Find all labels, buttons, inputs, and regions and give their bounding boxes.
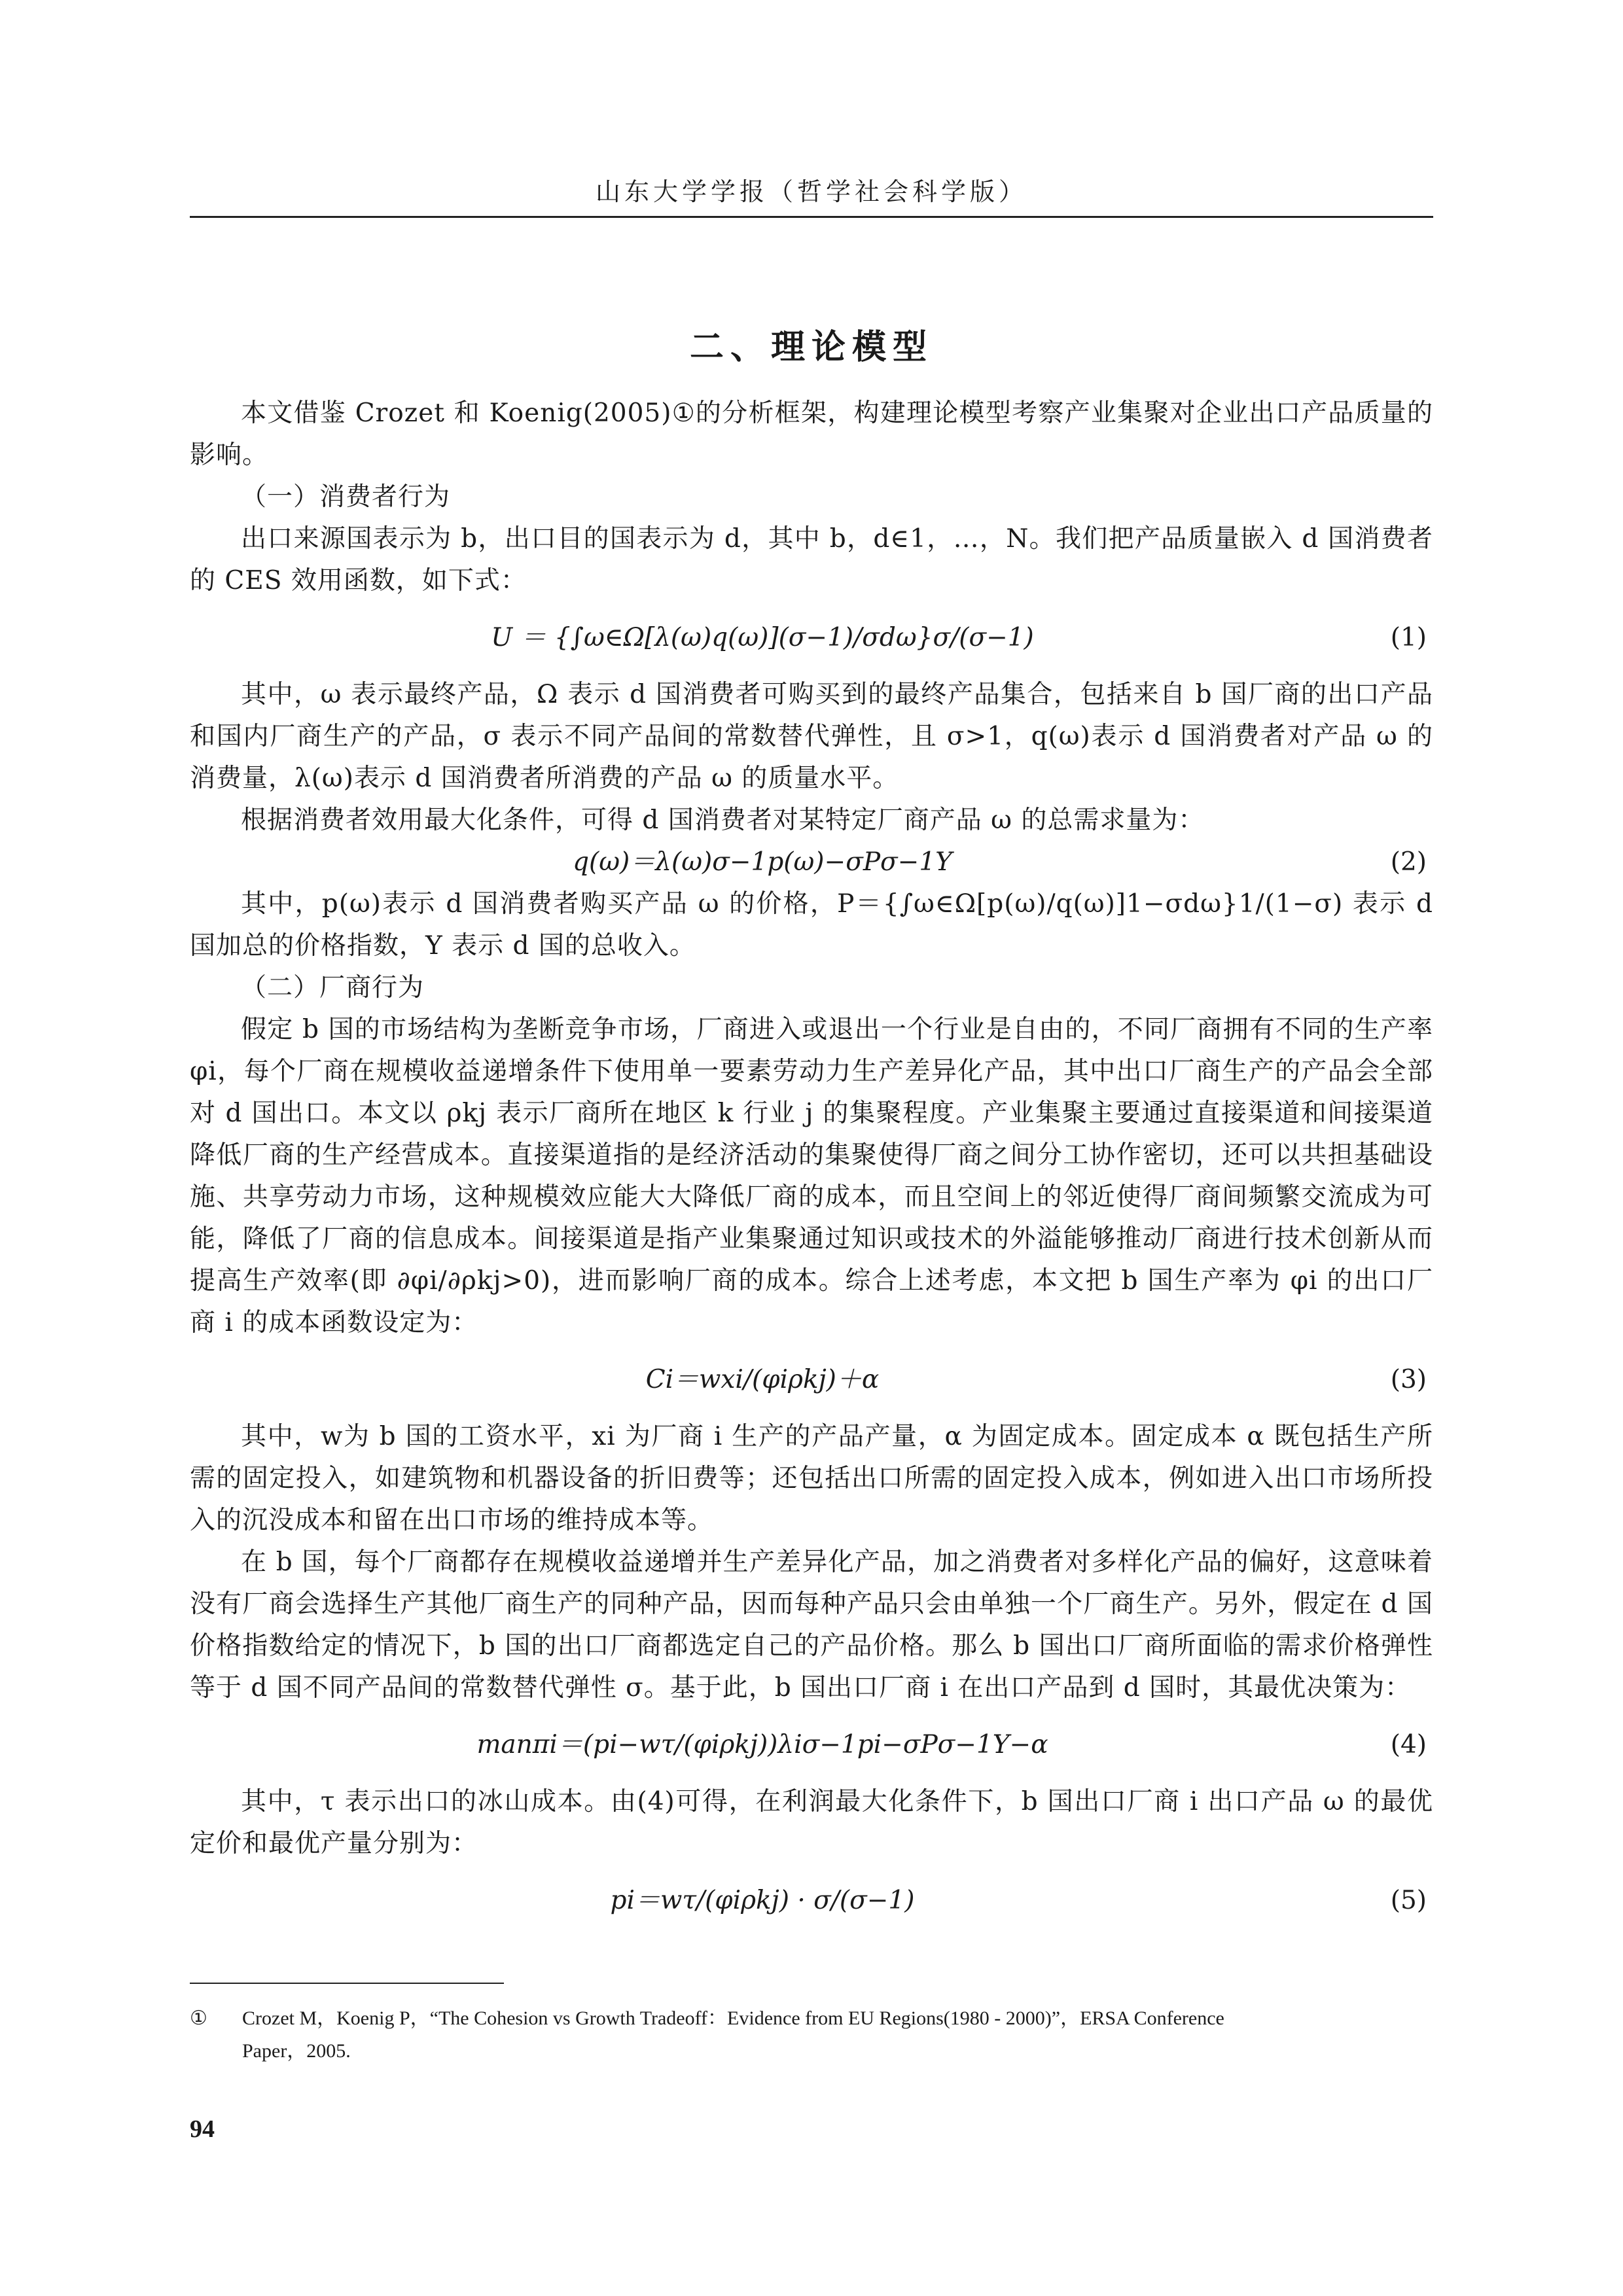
consumer-paragraph-1: 出口来源国表示为 b，出口目的国表示为 d，其中 b，d∈1，…，N。我们把产品质量嵌入 d 国消费者的 CES 效用函数，如下式： [190,524,1433,595]
consumer-paragraph-3: 根据消费者效用最大化条件，可得 d 国消费者对某特定厂商产品 ω 的总需求量为： [241,805,1205,835]
running-header: 山东大学学报（哲学社会科学版） [595,177,1027,206]
equation-3-formula: Ci＝wxi/(φiρkj)＋α [645,1365,880,1394]
footnote-line-1 [190,2002,1433,2035]
article-body [190,393,1433,1937]
firm-heading: （二）厂商行为 [241,973,425,1002]
equation-2-formula: q(ω)＝λ(ω)σ−1p(ω)−σPσ−1Y [573,847,952,877]
header-rule [190,216,1433,218]
footnote-line-2: Paper，2005. [242,2040,351,2062]
footnote [190,2002,1433,2068]
equation-1-formula: U ＝ {∫ω∈Ω[λ(ω)q(ω)](σ−1)/σdω}σ/(σ−1) [491,623,1034,652]
equation-5-number: (5) [1390,1886,1427,1915]
equation-5-formula: pi＝wτ/(φiρkj) · σ/(σ−1) [610,1886,915,1915]
firm-paragraph-1: 假定 b 国的市场结构为垄断竞争市场，厂商进入或退出一个行业是自由的，不同厂商拥有不同的生产率 φi，每个厂商在规模收益递增条件下使用单一要素劳动力生产差异化产品，其中出口厂商生产的产品会全部对 d 国出口。本文以 ρkj 表示厂商所在地区 k 行业 j 的集聚程度。产业集聚主要通过直接渠道和间接渠道降低厂商的生产经营成本。直接渠道指的是经济活动的集聚使得厂商之间分工协作密切，还可以共担基础设施、共享劳动力市场，这种规模效应能大大降低厂商的成本，而且空间上的邻近使得厂商间频繁交流成为可能，降低了厂商的信息成本。间接渠道是指产业集聚通过知识或技术的外溢能够推动厂商进行技术创新从而提高生产效率(即 ∂φi/∂ρkj>0)，进而影响厂商的成本。综合上述考虑，本文把 b 国生产率为 φi 的出口厂商 i 的成本函数设定为： [190,1015,1433,1337]
section-title: 二、理论模型 [689,327,933,367]
equation-4 [190,1709,1433,1781]
consumer-paragraph-4: 其中，p(ω)表示 d 国消费者购买产品 ω 的价格，P＝{∫ω∈Ω[p(ω)/q(ω)]1−σdω}1/(1−σ) 表示 d 国加总的价格指数，Y 表示 d 国的总收入。 [190,889,1433,961]
equation-2 [190,841,1433,883]
footnote-mark: ① [190,2007,207,2029]
consumer-paragraph-2: 其中，ω 表示最终产品，Ω 表示 d 国消费者可购买到的最终产品集合，包括来自 b 国厂商的出口产品和国内厂商生产的产品，σ 表示不同产品间的常数替代弹性，且 σ>1，q(ω)表示 d 国消费者对产品 ω 的消费量，λ(ω)表示 d 国消费者所消费的产品 ω 的质量水平。 [190,680,1433,793]
firm-paragraph-3: 在 b 国，每个厂商都存在规模收益递增并生产差异化产品，加之消费者对多样化产品的偏好，这意味着没有厂商会选择生产其他厂商生产的同种产品，因而每种产品只会由单独一个厂商生产。另外，假定在 d 国价格指数给定的情况下，b 国的出口厂商都选定自己的产品价格。那么 b 国出口厂商所面临的需求价格弹性等于 d 国不同产品间的常数替代弹性 σ。基于此，b 国出口厂商 i 在出口产品到 d 国时，其最优决策为： [190,1547,1433,1703]
equation-1-number: (1) [1390,623,1427,652]
equation-3-number: (3) [1390,1365,1427,1394]
equation-1 [190,602,1433,674]
consumer-heading: （一）消费者行为 [241,482,451,512]
footnote-text-1: Crozet M，Koenig P，“The Cohesion vs Growth Tradeoff：Evidence from EU Regions(1980 - 2000)”，ERSA Conference [242,2007,1224,2029]
equation-3 [190,1344,1433,1416]
footnote-rule [190,1983,504,1984]
firm-paragraph-2: 其中，w为 b 国的工资水平，xi 为厂商 i 生产的产品产量，α 为固定成本。固定成本 α 既包括生产所需的固定投入，如建筑物和机器设备的折旧费等；还包括出口所需的固定投入成本，例如进入出口市场所投入的沉没成本和留在出口市场的维持成本等。 [190,1422,1433,1535]
intro-paragraph: 本文借鉴 Crozet 和 Koenig(2005)①的分析框架，构建理论模型考察产业集聚对企业出口产品质量的影响。 [190,398,1433,470]
equation-2-number: (2) [1390,847,1427,877]
equation-5 [190,1865,1433,1937]
page-number: 94 [190,2115,215,2143]
equation-4-number: (4) [1390,1730,1427,1759]
firm-paragraph-4: 其中，τ 表示出口的冰山成本。由(4)可得，在利润最大化条件下，b 国出口厂商 i 出口产品 ω 的最优定价和最优产量分别为： [190,1787,1433,1858]
equation-4-formula: manπi＝(pi−wτ/(φiρkj))λiσ−1pi−σPσ−1Y−α [476,1730,1048,1759]
